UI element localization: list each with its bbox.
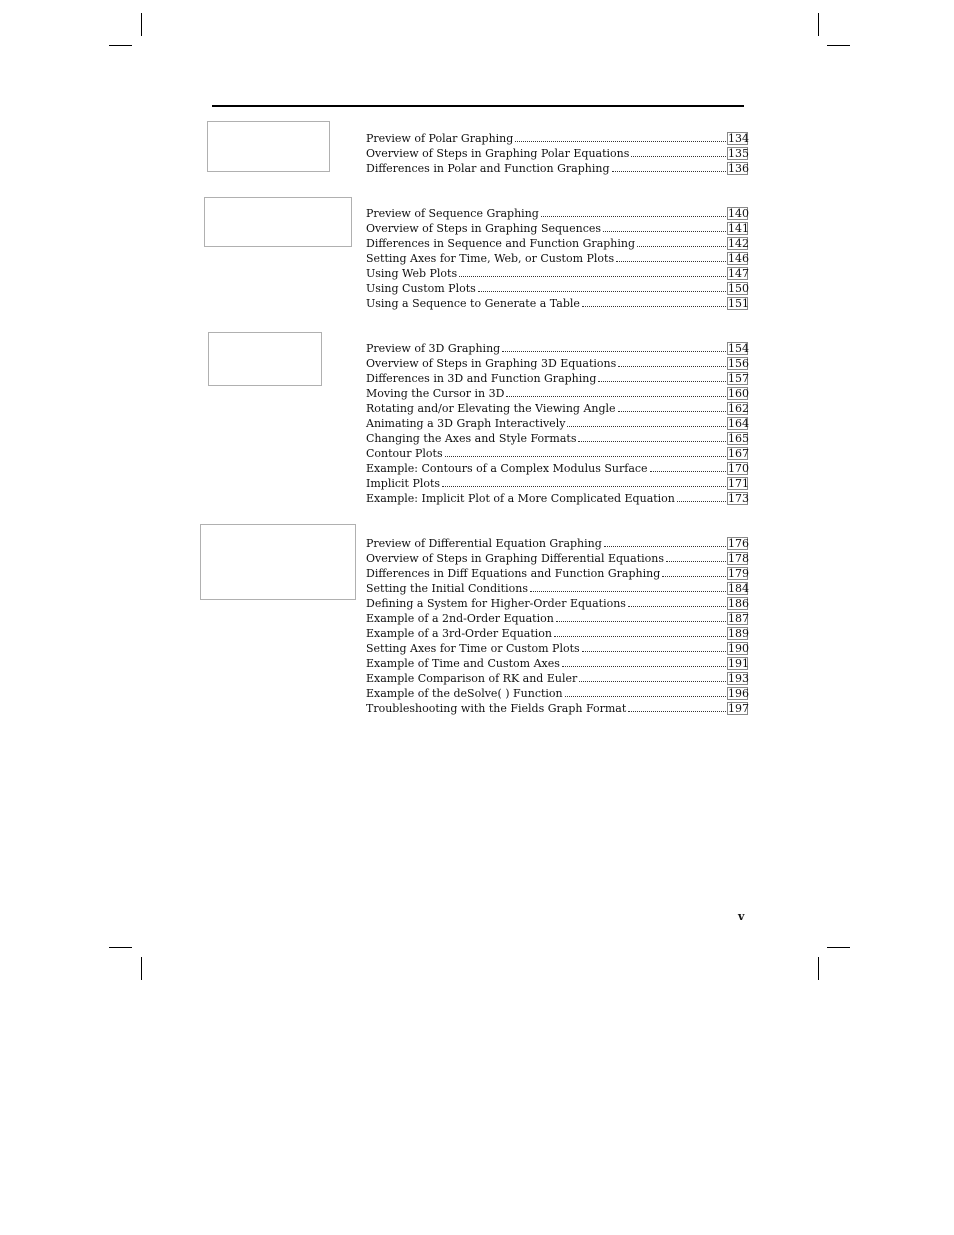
dot-leader <box>541 216 726 217</box>
dot-leader <box>612 171 727 172</box>
dot-leader <box>478 291 726 292</box>
crop-mark <box>141 13 142 36</box>
toc-entry-title: Animating a 3D Graph Interactively <box>366 417 566 430</box>
toc-entry[interactable] <box>366 400 748 415</box>
chapter-box-differential <box>200 524 356 600</box>
toc-entry[interactable] <box>366 640 748 655</box>
toc-entry-title: Contour Plots <box>366 447 443 460</box>
toc-page-number[interactable]: 184 <box>728 582 749 595</box>
toc-entry-title: Setting Axes for Time, Web, or Custom Plots <box>366 252 615 265</box>
toc-page-number[interactable]: 176 <box>728 537 749 550</box>
toc-page-number[interactable]: 196 <box>728 687 749 700</box>
toc-entry[interactable] <box>366 550 748 565</box>
toc-entry-title: Differences in 3D and Function Graphing <box>366 372 597 385</box>
toc-section-sequence <box>366 205 748 310</box>
toc-entry[interactable] <box>366 250 748 265</box>
dot-leader <box>515 141 726 142</box>
toc-page-number[interactable]: 162 <box>728 402 749 415</box>
dot-leader <box>530 591 726 592</box>
toc-entry[interactable] <box>366 655 748 670</box>
dot-leader <box>556 621 726 622</box>
toc-entry[interactable] <box>366 205 748 220</box>
toc-entry-title: Example: Implicit Plot of a More Complicated Equation <box>366 492 675 505</box>
dot-leader <box>445 456 726 457</box>
toc-entry[interactable] <box>366 460 748 475</box>
dot-leader <box>637 246 726 247</box>
dot-leader <box>506 396 726 397</box>
toc-entry-title: Setting Axes for Time or Custom Plots <box>366 642 580 655</box>
toc-entry-title: Overview of Steps in Graphing Sequences <box>366 222 602 235</box>
toc-entry-title: Overview of Steps in Graphing 3D Equations <box>366 357 617 370</box>
chapter-box-sequence <box>204 197 352 247</box>
toc-entry[interactable] <box>366 280 748 295</box>
dot-leader <box>662 576 726 577</box>
toc-page-number[interactable]: 140 <box>728 207 749 220</box>
dot-leader <box>616 261 726 262</box>
toc-entry-title: Example of the deSolve( ) Function <box>366 687 563 700</box>
toc-entry-title: Example of a 2nd-Order Equation <box>366 612 554 625</box>
header-rule <box>212 105 744 107</box>
toc-page-number[interactable]: 197 <box>728 702 749 715</box>
dot-leader <box>459 276 726 277</box>
page-folio: v <box>738 910 745 923</box>
toc-page-number[interactable]: 141 <box>728 222 749 235</box>
toc-page-number[interactable]: 156 <box>728 357 749 370</box>
toc-entry[interactable] <box>366 415 748 430</box>
crop-mark <box>827 45 850 46</box>
crop-mark <box>141 957 142 980</box>
toc-entry-title: Defining a System for Higher-Order Equations <box>366 597 626 610</box>
dot-leader <box>565 696 726 697</box>
toc-entry-title: Differences in Sequence and Function Graphing <box>366 237 636 250</box>
toc-page-number[interactable]: 178 <box>728 552 749 565</box>
toc-entry-title: Preview of Polar Graphing <box>366 132 514 145</box>
toc-entry[interactable] <box>366 370 748 385</box>
toc-entry-title: Preview of 3D Graphing <box>366 342 501 355</box>
toc-entry[interactable] <box>366 430 748 445</box>
toc-entry-title: Implicit Plots <box>366 477 441 490</box>
toc-entry[interactable] <box>366 160 748 175</box>
dot-leader <box>631 156 726 157</box>
toc-page-number[interactable]: 151 <box>728 297 749 310</box>
crop-mark <box>109 947 132 948</box>
toc-entry[interactable] <box>366 490 748 505</box>
toc-entry[interactable] <box>366 355 748 370</box>
crop-mark <box>827 947 850 948</box>
toc-entry-title: Differences in Diff Equations and Function Graphing <box>366 567 661 580</box>
toc-entry[interactable] <box>366 625 748 640</box>
toc-entry[interactable] <box>366 595 748 610</box>
toc-entry[interactable] <box>366 295 748 310</box>
toc-page-number[interactable]: 173 <box>728 492 749 505</box>
toc-page-number[interactable]: 160 <box>728 387 749 400</box>
toc-entry-title: Troubleshooting with the Fields Graph Format <box>366 702 627 715</box>
toc-entry[interactable] <box>366 145 748 160</box>
dot-leader <box>554 636 726 637</box>
dot-leader <box>567 426 726 427</box>
toc-entry-title: Using Custom Plots <box>366 282 476 295</box>
toc-entry[interactable] <box>366 565 748 580</box>
chapter-box-polar <box>207 121 330 172</box>
dot-leader <box>598 381 726 382</box>
toc-section-3d <box>366 340 748 505</box>
toc-entry[interactable] <box>366 385 748 400</box>
toc-page-number[interactable]: 193 <box>728 672 749 685</box>
toc-page-number[interactable]: 170 <box>728 462 749 475</box>
toc-page-number[interactable]: 171 <box>728 477 749 490</box>
toc-entry[interactable] <box>366 700 748 715</box>
toc-entry-title: Example: Contours of a Complex Modulus Surface <box>366 462 648 475</box>
toc-entry[interactable] <box>366 475 748 490</box>
toc-page-number[interactable]: 186 <box>728 597 749 610</box>
toc-entry[interactable] <box>366 220 748 235</box>
toc-page-number[interactable]: 165 <box>728 432 749 445</box>
chapter-box-3d <box>208 332 322 386</box>
toc-section-polar <box>366 130 748 175</box>
toc-page-number[interactable]: 190 <box>728 642 749 655</box>
toc-entry-title: Rotating and/or Elevating the Viewing Angle <box>366 402 616 415</box>
toc-entry-title: Using Web Plots <box>366 267 458 280</box>
toc-entry-title: Overview of Steps in Graphing Polar Equations <box>366 147 630 160</box>
dot-leader <box>677 501 726 502</box>
toc-section-differential <box>366 535 748 715</box>
dot-leader <box>579 681 726 682</box>
crop-mark <box>818 957 819 980</box>
dot-leader <box>650 471 726 472</box>
toc-entry-title: Preview of Sequence Graphing <box>366 207 539 220</box>
dot-leader <box>628 606 726 607</box>
dot-leader <box>582 306 726 307</box>
toc-entry-title: Using a Sequence to Generate a Table <box>366 297 580 310</box>
toc-page-number[interactable]: 154 <box>728 342 749 355</box>
dot-leader <box>442 486 726 487</box>
toc-page-number[interactable]: 164 <box>728 417 749 430</box>
toc-page-number[interactable]: 147 <box>728 267 749 280</box>
crop-mark <box>109 45 132 46</box>
dot-leader <box>666 561 726 562</box>
toc-entry-title: Changing the Axes and Style Formats <box>366 432 577 445</box>
toc-entry-title: Example Comparison of RK and Euler <box>366 672 578 685</box>
toc-entry[interactable] <box>366 580 748 595</box>
toc-page-number[interactable]: 150 <box>728 282 749 295</box>
toc-entry[interactable] <box>366 670 748 685</box>
dot-leader <box>604 546 726 547</box>
toc-page-number[interactable]: 179 <box>728 567 749 580</box>
toc-entry-title: Example of a 3rd-Order Equation <box>366 627 552 640</box>
toc-entry-title: Differences in Polar and Function Graphing <box>366 162 610 175</box>
toc-entry[interactable] <box>366 445 748 460</box>
dot-leader <box>618 366 726 367</box>
toc-page-number[interactable]: 134 <box>728 132 749 145</box>
crop-mark <box>818 13 819 36</box>
toc-entry-title: Moving the Cursor in 3D <box>366 387 505 400</box>
dot-leader <box>628 711 726 712</box>
toc-page-number[interactable]: 142 <box>728 237 749 250</box>
toc-entry[interactable] <box>366 340 748 355</box>
toc-page-number[interactable]: 136 <box>728 162 749 175</box>
toc-entry[interactable] <box>366 130 748 145</box>
toc-page-number[interactable]: 146 <box>728 252 749 265</box>
toc-entry-title: Preview of Differential Equation Graphing <box>366 537 602 550</box>
toc-entry[interactable] <box>366 265 748 280</box>
toc-page-number[interactable]: 135 <box>728 147 749 160</box>
dot-leader <box>502 351 726 352</box>
toc-page-number[interactable]: 191 <box>728 657 749 670</box>
toc-page-number[interactable]: 187 <box>728 612 749 625</box>
toc-entry[interactable] <box>366 685 748 700</box>
toc-page-number[interactable]: 157 <box>728 372 749 385</box>
toc-entry-title: Setting the Initial Conditions <box>366 582 528 595</box>
toc-page-number[interactable]: 167 <box>728 447 749 460</box>
dot-leader <box>618 411 726 412</box>
toc-entry[interactable] <box>366 610 748 625</box>
toc-entry-title: Overview of Steps in Graphing Differential Equations <box>366 552 664 565</box>
toc-entry[interactable] <box>366 235 748 250</box>
dot-leader <box>582 651 726 652</box>
dot-leader <box>562 666 726 667</box>
dot-leader <box>578 441 726 442</box>
toc-entry-title: Example of Time and Custom Axes <box>366 657 560 670</box>
toc-page-number[interactable]: 189 <box>728 627 749 640</box>
toc-entry[interactable] <box>366 535 748 550</box>
dot-leader <box>603 231 726 232</box>
